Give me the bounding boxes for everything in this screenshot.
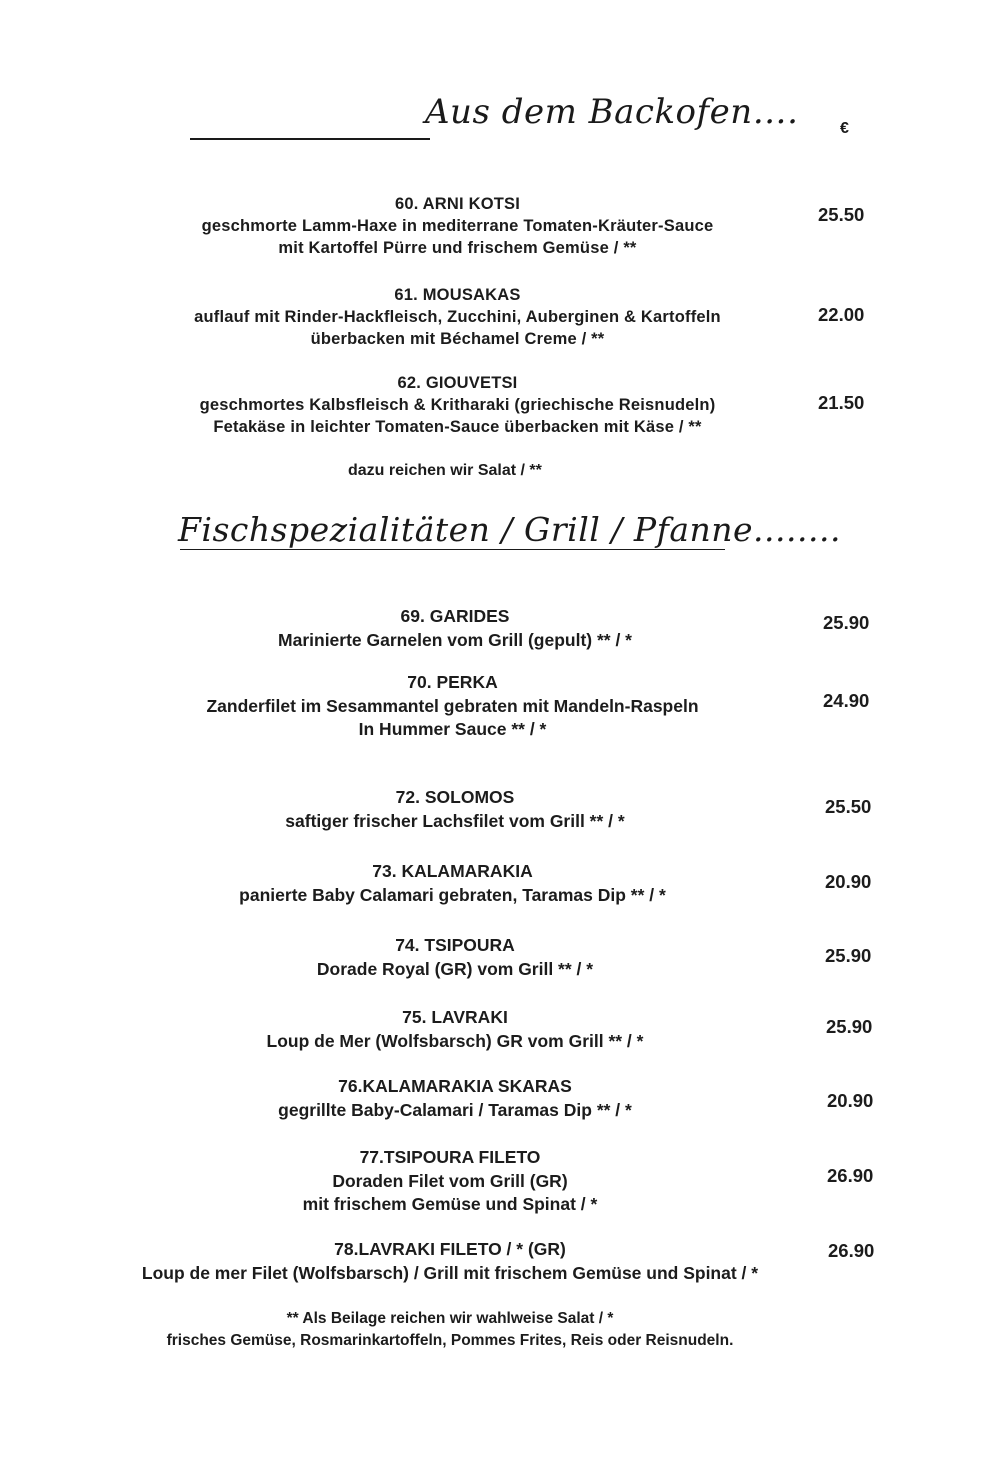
section-title-backofen: Aus dem Backofen…. [425, 92, 799, 132]
section-title-fischspezialitaeten: Fischspezialitäten / Grill / Pfanne........ [178, 510, 841, 549]
side-dish-note-line: ** Als Beilage reichen wir wahlweise Salat / * [286, 1310, 614, 1327]
item-price: 25.50 [818, 204, 865, 225]
menu-item-mousakas [150, 284, 765, 350]
item-price: 26.90 [828, 1240, 875, 1261]
item-name: 61. MOUSAKAS [394, 286, 521, 304]
item-description: Doraden Filet vom Grill (GR) [332, 1170, 568, 1191]
item-description: Marinierte Garnelen vom Grill (gepult) ** / * [278, 629, 632, 650]
menu-item-perka [140, 671, 765, 742]
item-name: 69. GARIDES [400, 606, 510, 626]
item-name: 73. KALAMARAKIA [372, 861, 533, 881]
menu-item-lavraki-fileto [80, 1238, 820, 1285]
item-price: 25.90 [825, 945, 872, 966]
heading-underline [180, 549, 725, 550]
menu-item-giouvetsi [150, 372, 765, 438]
item-name: 78.LAVRAKI FILETO / * (GR) [334, 1239, 566, 1259]
item-name: 72. SOLOMOS [395, 787, 515, 807]
item-price: 25.90 [826, 1016, 873, 1037]
item-price: 26.90 [827, 1165, 874, 1186]
item-price: 25.90 [823, 612, 870, 633]
menu-item-garides [200, 605, 710, 652]
menu-item-tsipoura [200, 934, 710, 981]
item-description: Fetakäse in leichter Tomaten-Sauce überbacken mit Käse / ** [213, 418, 702, 436]
item-price: 20.90 [827, 1090, 874, 1111]
item-description: geschmorte Lamm-Haxe in mediterrane Tomaten-Kräuter-Sauce [201, 217, 714, 235]
item-name: 60. ARNI KOTSI [394, 195, 521, 213]
currency-symbol: € [840, 120, 849, 137]
item-description: In Hummer Sauce ** / * [358, 719, 547, 739]
menu-item-tsipoura-fileto [200, 1146, 700, 1217]
item-description: geschmortes Kalbsfleisch & Kritharaki (griechische Reisnudeln) [199, 396, 716, 414]
item-name: 77.TSIPOURA FILETO [359, 1147, 541, 1167]
item-description: Loup de Mer (Wolfsbarsch) GR vom Grill ** / * [266, 1030, 644, 1051]
heading-underline [190, 138, 430, 140]
item-price: 25.50 [825, 796, 872, 817]
item-price: 22.00 [818, 304, 865, 325]
menu-item-arni-kotsi [150, 193, 765, 259]
item-name: 70. PERKA [407, 672, 498, 692]
item-name: 62. GIOUVETSI [397, 374, 518, 392]
item-description: mit Kartoffel Pürre und frischem Gemüse / ** [278, 239, 637, 257]
menu-item-kalamarakia-skaras [200, 1075, 710, 1122]
item-description: überbacken mit Béchamel Creme / ** [310, 330, 605, 348]
item-description: saftiger frischer Lachsfilet vom Grill ** / * [285, 810, 625, 831]
item-description: panierte Baby Calamari gebraten, Taramas Dip ** / * [239, 884, 666, 905]
menu-item-lavraki [200, 1006, 710, 1053]
salad-note: dazu reichen wir Salat / ** [348, 462, 542, 479]
side-dish-note-line: frisches Gemüse, Rosmarinkartoffeln, Pommes Frites, Reis oder Reisnudeln. [166, 1332, 734, 1349]
item-name: 76.KALAMARAKIA SKARAS [338, 1076, 572, 1096]
item-price: 20.90 [825, 871, 872, 892]
item-description: Dorade Royal (GR) vom Grill ** / * [316, 958, 594, 979]
item-name: 75. LAVRAKI [402, 1007, 508, 1027]
item-description: gegrillte Baby-Calamari / Taramas Dip ** / * [278, 1099, 632, 1120]
item-description: Zanderfilet im Sesammantel gebraten mit Mandeln-Raspeln [206, 695, 699, 716]
menu-item-kalamarakia [190, 860, 715, 907]
item-description: mit frischem Gemüse und Spinat / * [302, 1194, 598, 1214]
menu-item-solomos [200, 786, 710, 833]
item-name: 74. TSIPOURA [395, 935, 515, 955]
item-price: 21.50 [818, 392, 865, 413]
item-price: 24.90 [823, 690, 870, 711]
side-dish-note [80, 1308, 820, 1352]
item-description: auflauf mit Rinder-Hackfleisch, Zucchini, Auberginen & Kartoffeln [194, 308, 721, 326]
item-description: Loup de mer Filet (Wolfsbarsch) / Grill mit frischem Gemüse und Spinat / * [141, 1262, 759, 1283]
